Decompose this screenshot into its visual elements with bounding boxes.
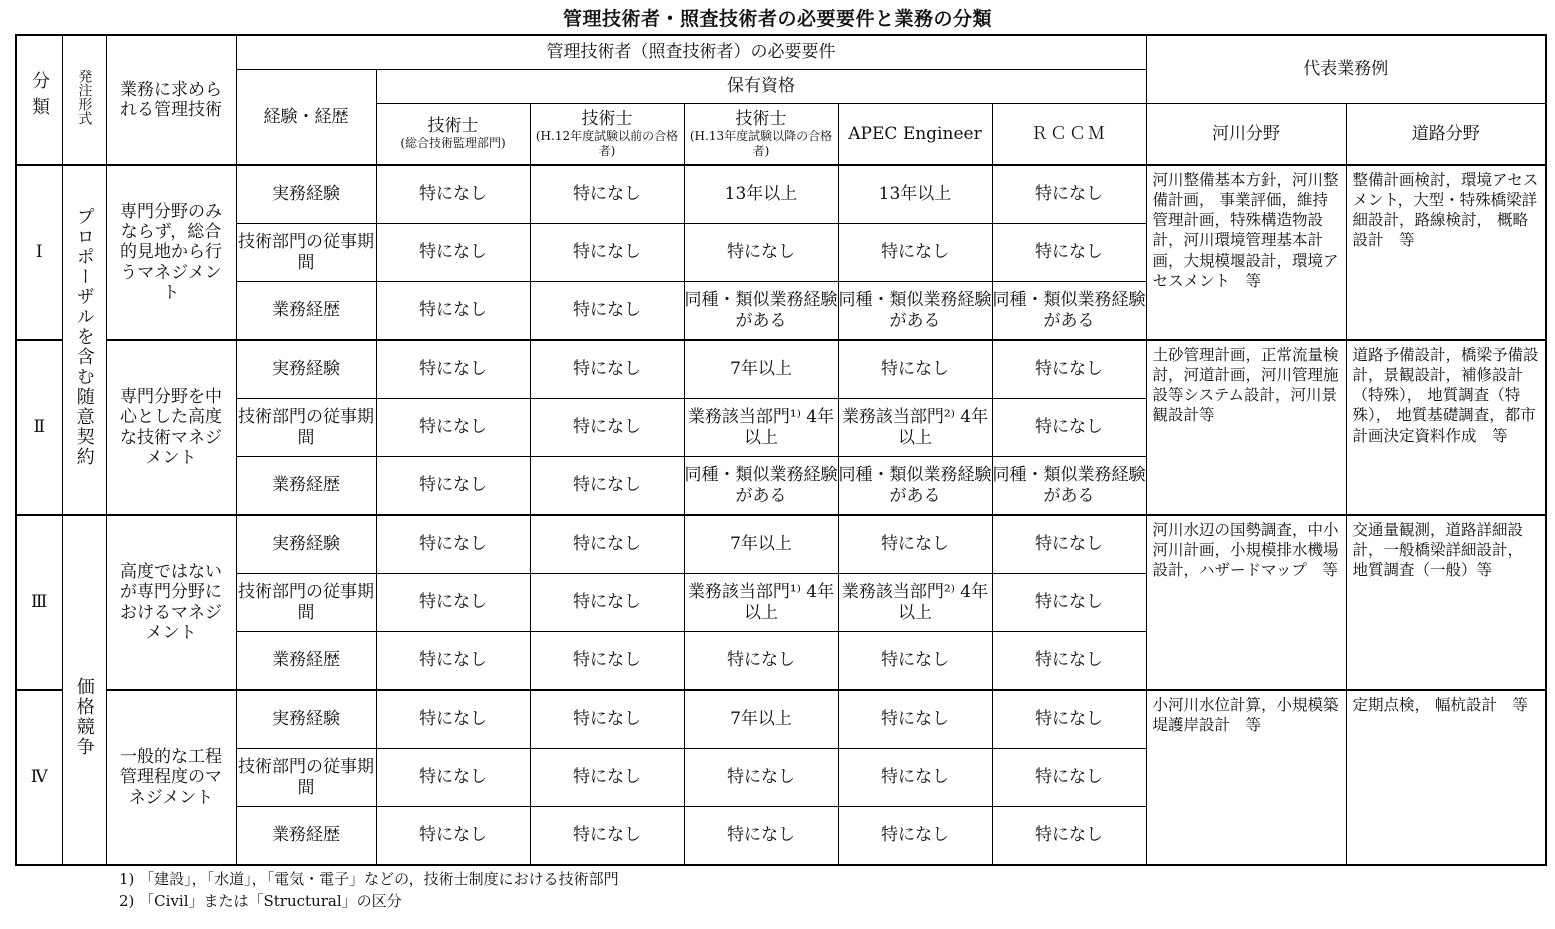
cell: 同種・類似業務経験がある <box>838 282 992 341</box>
cell: 同種・類似業務経験がある <box>684 282 838 341</box>
cell: 特になし <box>530 515 684 574</box>
cell: 特になし <box>838 749 992 807</box>
cell: 特になし <box>530 399 684 457</box>
cell: 7年以上 <box>684 340 838 399</box>
requirements-table <box>15 34 1547 866</box>
road-examples: 交通量観測，道路詳細設計，一般橋梁詳細設計， 地質調査（一般）等 <box>1346 515 1546 690</box>
exp-label: 技術部門の従事期間 <box>236 574 376 632</box>
road-examples: 定期点検， 幅杭設計 等 <box>1346 690 1546 865</box>
road-examples: 道路予備設計，橋梁予備設計，景観設計，補修設計（特殊）， 地質調査（特殊）， 地質基礎調査，都市計画決定資料作成 等 <box>1346 340 1546 515</box>
cell: 特になし <box>838 340 992 399</box>
cell: 同種・類似業務経験がある <box>992 282 1146 341</box>
cell: 業務該当部門²⁾ 4年以上 <box>838 574 992 632</box>
order-type-proposal: プロポーザルを含む随意契約 <box>62 165 106 515</box>
cell: 特になし <box>530 340 684 399</box>
cell: 特になし <box>530 282 684 341</box>
header-road: 道路分野 <box>1346 103 1546 165</box>
exp-label: 業務経歴 <box>236 632 376 691</box>
cell: 特になし <box>376 749 530 807</box>
cell: 特になし <box>838 224 992 282</box>
cell: 13年以上 <box>684 165 838 224</box>
header-qual-3: 技術士 (H.13年度試験以降の合格者) <box>684 103 838 165</box>
cell: 特になし <box>684 224 838 282</box>
cell: 特になし <box>992 690 1146 749</box>
footnote-2: 2) 「Civil」または「Structural」の区分 <box>119 892 402 910</box>
category-mgmt: 高度ではないが専門分野におけるマネジメント <box>106 515 236 690</box>
header-qual-2: 技術士 (H.12年度試験以前の合格者) <box>530 103 684 165</box>
cell: 同種・類似業務経験がある <box>992 457 1146 516</box>
footnote-1: 1) 「建設」，「水道」，「電気・電子」などの，技術士制度における技術部門 <box>119 870 619 888</box>
cell: 特になし <box>992 224 1146 282</box>
category-mgmt: 一般的な工程管理程度のマネジメント <box>106 690 236 865</box>
road-examples: 整備計画検討，環境アセスメント，大型・特殊橋梁詳細設計，路線検討， 概略設計 等 <box>1346 165 1546 340</box>
cell: 特になし <box>376 574 530 632</box>
cell: 特になし <box>376 165 530 224</box>
cell: 特になし <box>530 807 684 866</box>
exp-label: 実務経験 <box>236 515 376 574</box>
header-daihyo: 代表業務例 <box>1146 35 1546 103</box>
cell: 13年以上 <box>838 165 992 224</box>
cell: 業務該当部門¹⁾ 4年以上 <box>684 399 838 457</box>
exp-label: 技術部門の従事期間 <box>236 749 376 807</box>
exp-label: 実務経験 <box>236 690 376 749</box>
cell: 特になし <box>992 632 1146 691</box>
cell: 特になし <box>530 165 684 224</box>
header-gyomu-mgmt: 業務に求められる管理技術 <box>106 35 236 165</box>
river-examples: 土砂管理計画，正常流量検討，河道計画，河川管理施設等システム設計，河川景観設計等 <box>1146 340 1346 515</box>
exp-label: 技術部門の従事期間 <box>236 399 376 457</box>
cell: 特になし <box>992 807 1146 866</box>
cell: 特になし <box>838 807 992 866</box>
cell: 特になし <box>992 749 1146 807</box>
exp-label: 業務経歴 <box>236 807 376 866</box>
cell: 特になし <box>838 690 992 749</box>
cell: 7年以上 <box>684 690 838 749</box>
category-mgmt: 専門分野のみならず，総合的見地から行うマネジメント <box>106 165 236 340</box>
footnotes <box>119 868 619 912</box>
cell: 特になし <box>838 515 992 574</box>
order-type-price: 価格競争 <box>62 515 106 865</box>
cell: 特になし <box>992 399 1146 457</box>
cell: 特になし <box>684 807 838 866</box>
header-river: 河川分野 <box>1146 103 1346 165</box>
exp-label: 技術部門の従事期間 <box>236 224 376 282</box>
cell: 同種・類似業務経験がある <box>838 457 992 516</box>
cell: 特になし <box>376 515 530 574</box>
cell: 特になし <box>376 807 530 866</box>
header-hatchu: 発注形式 <box>62 35 106 165</box>
river-examples: 河川水辺の国勢調査，中小河川計画，小規模排水機場設計，ハザードマップ 等 <box>1146 515 1346 690</box>
header-qual-5: ＲＣＣＭ <box>992 103 1146 165</box>
cell: 特になし <box>530 632 684 691</box>
category-mgmt: 専門分野を中心とした高度な技術マネジメント <box>106 340 236 515</box>
cell: 特になし <box>376 690 530 749</box>
exp-label: 業務経歴 <box>236 282 376 341</box>
cell: 特になし <box>376 282 530 341</box>
cell: 特になし <box>992 574 1146 632</box>
cell: 特になし <box>376 457 530 516</box>
cell: 特になし <box>992 165 1146 224</box>
cell: 特になし <box>684 632 838 691</box>
river-examples: 小河川水位計算，小規模築堤護岸設計 等 <box>1146 690 1346 865</box>
cell: 特になし <box>530 457 684 516</box>
cell: 特になし <box>992 515 1146 574</box>
cell: 特になし <box>684 749 838 807</box>
cell: 特になし <box>376 340 530 399</box>
header-keiken: 経験・経歴 <box>236 69 376 165</box>
category-label: Ⅲ <box>16 515 62 690</box>
river-examples: 河川整備基本方針，河川整備計画， 事業評価，維持管理計画，特殊構造物設計，河川環境管理基本計画，大規模堰設計，環境アセスメント 等 <box>1146 165 1346 340</box>
category-label: Ⅰ <box>16 165 62 340</box>
category-label: Ⅱ <box>16 340 62 515</box>
cell: 特になし <box>992 340 1146 399</box>
header-qual-4: APEC Engineer <box>838 103 992 165</box>
cell: 7年以上 <box>684 515 838 574</box>
cell: 特になし <box>530 224 684 282</box>
cell: 業務該当部門¹⁾ 4年以上 <box>684 574 838 632</box>
cell: 特になし <box>376 399 530 457</box>
exp-label: 実務経験 <box>236 340 376 399</box>
exp-label: 実務経験 <box>236 165 376 224</box>
exp-label: 業務経歴 <box>236 457 376 516</box>
cell: 特になし <box>376 632 530 691</box>
cell: 特になし <box>530 690 684 749</box>
category-label: Ⅳ <box>16 690 62 865</box>
header-hitsuyo: 管理技術者（照査技術者）の必要要件 <box>236 35 1146 69</box>
cell: 同種・類似業務経験がある <box>684 457 838 516</box>
header-hoyu: 保有資格 <box>376 69 1146 103</box>
page-title: 管理技術者・照査技術者の必要要件と業務の分類 <box>562 8 992 30</box>
cell: 特になし <box>376 224 530 282</box>
header-qual-1: 技術士 (総合技術監理部門) <box>376 103 530 165</box>
cell: 特になし <box>530 749 684 807</box>
cell: 業務該当部門²⁾ 4年以上 <box>838 399 992 457</box>
cell: 特になし <box>530 574 684 632</box>
cell: 特になし <box>838 632 992 691</box>
header-bunrui: 分類 <box>16 35 62 165</box>
